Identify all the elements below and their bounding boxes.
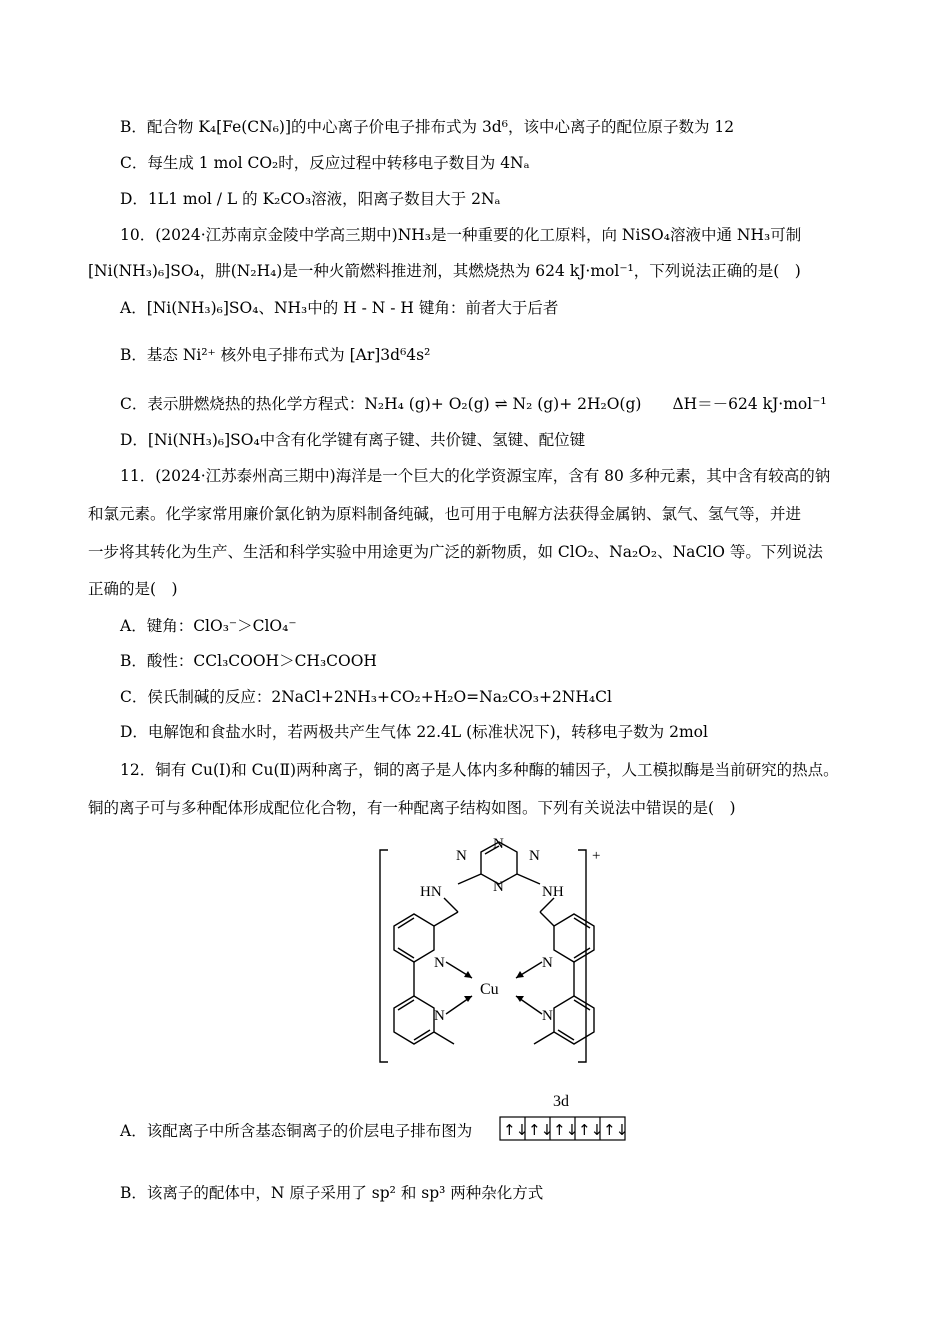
- q10-option-a: A．[Ni(NH₃)₆]SO₄、NH₃中的 H - N - H 键角：前者大于后者: [120, 299, 559, 317]
- q9-option-d: D．1L1 mol / L 的 K₂CO₃溶液，阳离子数目大于 2Nₐ: [120, 190, 501, 208]
- q12-stem-line1: 12．铜有 Cu(Ⅰ)和 Cu(Ⅱ)两种离子，铜的离子是人体内多种酶的辅因子，人工模拟酶是当前研究的热点。: [120, 761, 839, 779]
- q11-stem-line2: 和氯元素。化学家常用廉价氯化钠为原料制备纯碱，也可用于电解方法获得金属钠、氯气、氢气等，并进: [88, 505, 802, 523]
- ion-charge: +: [592, 848, 601, 864]
- q11-stem-line4: 正确的是( ): [88, 580, 178, 598]
- q10-stem-line1: 10．(2024·江苏南京金陵中学高三期中)NH₃是一种重要的化工原料，向 NiSO₄溶液中通 NH₃可制: [120, 226, 802, 244]
- q12-stem-line2: 铜的离子可与多种配体形成配位化合物，有一种配离子结构如图。下列有关说法中错误的是( ): [88, 799, 736, 817]
- pyridine-n-ur: N: [542, 955, 553, 971]
- copper-center: Cu: [480, 981, 499, 998]
- q11-stem-line1: 11．(2024·江苏泰州高三期中)海洋是一个巨大的化学资源宝库，含有 80 多种元素，其中含有较高的钠: [120, 467, 831, 485]
- orbital-diagram: [499, 1116, 629, 1142]
- complex-ion-structure-diagram: [374, 820, 614, 1068]
- orbital-box-3: ↑↓: [553, 1121, 579, 1139]
- q10-stem-line2: [Ni(NH₃)₆]SO₄，肼(N₂H₄)是一种火箭燃料推进剂，其燃烧热为 624 kJ·mol⁻¹，下列说法正确的是( ): [88, 262, 801, 280]
- orbital-label: 3d: [553, 1093, 569, 1110]
- q11-stem-line3: 一步将其转化为生产、生活和科学实验中用途更为广泛的新物质，如 ClO₂、Na₂O₂、NaClO 等。下列说法: [88, 543, 823, 561]
- q11-option-a: A．键角：ClO₃⁻＞ClO₄⁻: [120, 617, 297, 635]
- orbital-box-1: ↑↓: [503, 1121, 529, 1139]
- triazine-n-top: N: [493, 836, 504, 852]
- q10-option-c: C．表示肼燃烧热的热化学方程式：N₂H₄ (g)+ O₂(g) ⇌ N₂ (g)+ 2H₂O(g) ΔH＝－624 kJ·mol⁻¹: [120, 395, 827, 413]
- pyridine-n-ll: N: [434, 1008, 445, 1024]
- pyridine-n-ul: N: [434, 955, 445, 971]
- q12-option-b: B．该离子的配体中，N 原子采用了 sp² 和 sp³ 两种杂化方式: [120, 1184, 544, 1202]
- q9-option-b: B．配合物 K₄[Fe(CN₆)]的中心离子价电子排布式为 3d⁶，该中心离子的配位原子数为 12: [120, 118, 735, 136]
- orbital-box-5: ↑↓: [603, 1121, 629, 1139]
- q11-option-c: C．侯氏制碱的反应：2NaCl+2NH₃+CO₂+H₂O=Na₂CO₃+2NH₄Cl: [120, 688, 612, 706]
- q10-option-d: D．[Ni(NH₃)₆]SO₄中含有化学键有离子键、共价键、氢键、配位键: [120, 431, 586, 449]
- q11-option-b: B．酸性：CCl₃COOH＞CH₃COOH: [120, 652, 377, 670]
- q10-option-b: B．基态 Ni²⁺ 核外电子排布式为 [Ar]3d⁶4s²: [120, 346, 431, 364]
- q11-option-d: D．电解饱和食盐水时，若两极共产生气体 22.4L (标准状况下)，转移电子数为 2mol: [120, 723, 708, 741]
- triazine-n-left: N: [456, 848, 467, 864]
- q12-option-a: A．该配离子中所含基态铜离子的价层电子排布图为: [120, 1122, 473, 1140]
- triazine-n-bottom: N: [493, 879, 504, 895]
- orbital-box-4: ↑↓: [578, 1121, 604, 1139]
- pyridine-n-lr: N: [542, 1008, 553, 1024]
- orbital-box-2: ↑↓: [528, 1121, 554, 1139]
- amine-nh-right: NH: [542, 884, 564, 900]
- amine-hn-left: HN: [420, 884, 442, 900]
- q9-option-c: C．每生成 1 mol CO₂时，反应过程中转移电子数目为 4Nₐ: [120, 154, 530, 172]
- triazine-n-right: N: [529, 848, 540, 864]
